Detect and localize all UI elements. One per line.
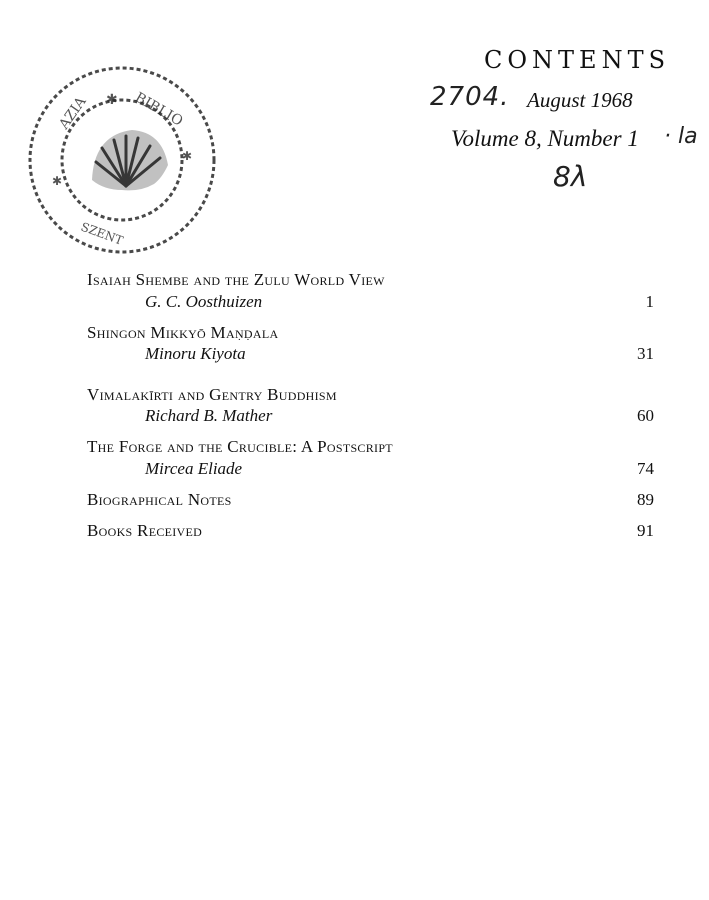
- article-author: G. C. Oosthuizen: [145, 292, 263, 311]
- svg-text:✱: ✱: [106, 92, 118, 108]
- issue-date: August 1968: [527, 88, 633, 112]
- article-title: Vimalakīrti and Gentry Buddhism: [87, 385, 337, 404]
- svg-text:✱: ✱: [52, 174, 63, 188]
- article-author: Mircea Eliade: [145, 459, 243, 478]
- section-title: Biographical Notes: [87, 490, 232, 509]
- volume-number: Volume 8, Number 1: [451, 126, 639, 151]
- article-author: Minoru Kiyota: [145, 344, 246, 363]
- page-number: 89: [637, 490, 654, 509]
- contents-heading: CONTENTS: [484, 46, 671, 74]
- svg-text:SZENT: SZENT: [78, 219, 125, 248]
- article-title: The Forge and the Crucible: A Postscript: [87, 437, 393, 456]
- article-title: Shingon Mikkyō Maṇḍala: [87, 323, 279, 342]
- page-number: 91: [637, 521, 654, 540]
- svg-text:✱: ✱: [182, 149, 193, 163]
- page-number: 60: [637, 406, 654, 425]
- section-title: Books Received: [87, 521, 203, 540]
- article-author: Richard B. Mather: [145, 406, 273, 425]
- handwritten-code: 2704.: [430, 82, 510, 112]
- page-number: 74: [637, 459, 654, 478]
- handwritten-suffix: · la: [664, 124, 698, 149]
- page-number: 1: [645, 292, 654, 311]
- svg-text:BIBLIO: BIBLIO: [132, 89, 186, 130]
- handwritten-reference: 8λ: [553, 160, 588, 193]
- svg-text:AZIA: AZIA: [56, 94, 90, 133]
- page-number: 31: [637, 344, 654, 363]
- article-title: Isaiah Shembe and the Zulu World View: [87, 270, 385, 289]
- library-seal-icon: [22, 60, 222, 260]
